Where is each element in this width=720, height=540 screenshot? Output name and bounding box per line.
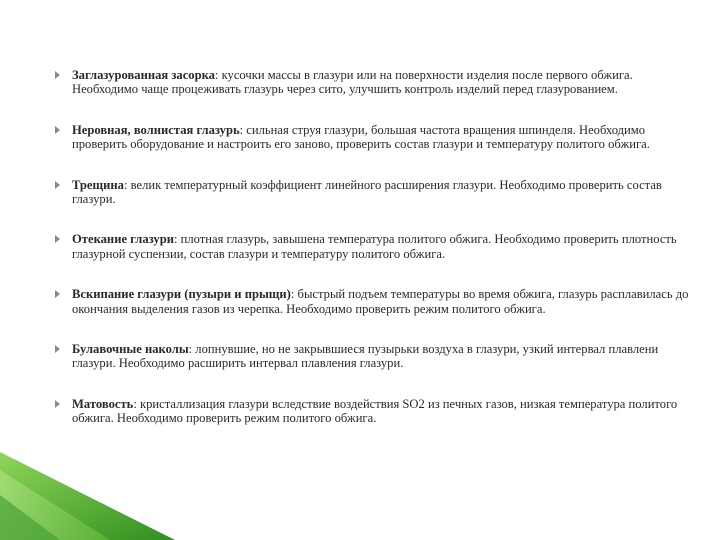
item-term: Неровная, волнистая глазурь (72, 122, 240, 137)
item-term: Трещина (72, 177, 124, 192)
list-item (52, 68, 692, 97)
list-item (52, 342, 692, 371)
triangle-bullet-icon (55, 345, 60, 353)
item-term: Булавочные наколы (72, 342, 189, 357)
item-text: : велик температурный коэффициент линейного расширения глазури. Необходимо проверить состав глазури. (72, 177, 662, 207)
triangle-bullet-icon (55, 126, 60, 134)
triangle-bullet-icon (55, 290, 60, 298)
item-text: : кристаллизация глазури вследствие воздействия SO2 из печных газов, низкая температура политого обжига. Необходимо проверить режим политого обжига. (72, 396, 678, 426)
green-swoosh-decoration (0, 440, 720, 540)
item-text: : кусочки массы в глазури или на поверхности изделия после первого обжига. Необходимо чаще процеживать глазурь через сито, улучшить контроль изделий перед глазурованием. (72, 68, 633, 97)
item-text: : быстрый подъем температуры во время обжига, глазурь расплавилась до окончания выделения газов из черепка. Необходимо проверить режим политого обжига. (72, 287, 689, 316)
triangle-bullet-icon (55, 235, 60, 243)
list-item (52, 123, 692, 152)
triangle-bullet-icon (55, 181, 60, 189)
triangle-bullet-icon (55, 71, 60, 79)
list-item (52, 287, 692, 316)
item-term: Вскипание глазури (пузыри и прыщи) (72, 287, 291, 302)
item-term: Заглазурованная засорка (72, 68, 215, 82)
item-term: Матовость (72, 396, 134, 411)
item-text: : сильная струя глазури, большая частота вращения шпинделя. Необходимо проверить оборудование и настроить его заново, проверить состав глазури и температуру политого обжига. (72, 122, 650, 152)
list-item (52, 232, 692, 261)
item-text: : лопнувшие, но не закрывшиеся пузырьки воздуха в глазури, узкий интервал плавлени глазури. Необходимо расширить интервал плавления глазури. (72, 342, 659, 371)
item-term: Отекание глазури (72, 232, 174, 247)
bullet-list (52, 68, 692, 452)
list-item (52, 397, 692, 426)
list-item (52, 178, 692, 207)
item-text: : плотная глазурь, завышена температура политого обжига. Необходимо проверить плотность глазурной суспензии, состав глазури и температуру политого обжига. (72, 232, 677, 261)
triangle-bullet-icon (55, 400, 60, 408)
